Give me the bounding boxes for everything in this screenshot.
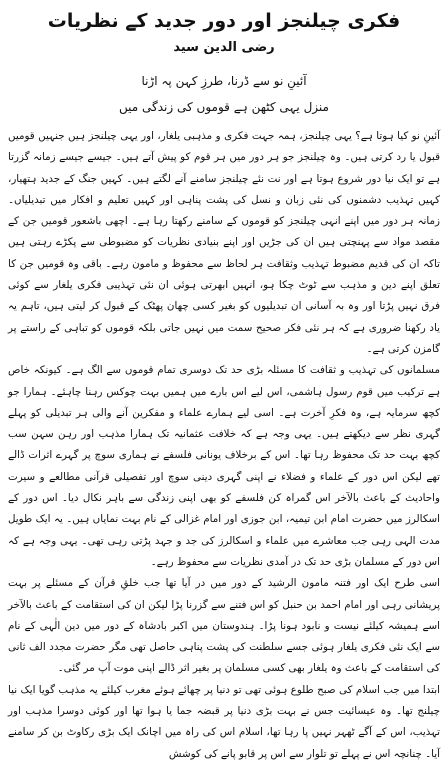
article-author: رضی الدین سید xyxy=(173,40,275,55)
paragraph: اسی طرح ایک اور فتنہ مامون الرشید کے دور میں در آیا تھا جب خلقِ قرآن کے مسئلے پر بہت پریشانی رہی اور امام احمد بن حنبل کو اس فتنے سے گزرنا پڑا لیکن ان کی استقامت کے باعث بالآخر اسے ہمیشہ کیلئے نیست و نابود ہونا پڑا۔ ہندوستان میں اکبر بادشاہ کے دور میں دین الٰہی کے نام سے ایک نئی فکری یلغار ہوئی جسے سلطنت کی پشت پناہی حاصل تھی مگر حضرت مجدد الف ثانی کی استقامت کے باعث وہ یلغار بھی کسی مسلمان پر بغیر اثر ڈالے اپنی موت آپ مر گئی۔ xyxy=(8,577,440,675)
article-title: فکری چیلنجز اور دور جدید کے نظریات xyxy=(47,10,401,32)
paragraph: ابتدا میں جب اسلام کی صبح طلوع ہوئی تھی تو دنیا پر چھائے ہوئے مغرب کیلئے یہ مذہب گویا ایک نیا چیلنج تھا۔ وہ عیسائیت جس نے بہت بڑی دنیا پر قبضہ جما یا ہوا تھا اور کوئی دوسرا مذہب اور تہذیب، اس کے آگے ٹھہر نہیں پا رہا تھا، اسلام اس کی راہ میں اچانک ایک بڑی رکاوٹ بن کر سامنے آیا۔ چنانچہ اس نے پہلے تو تلوار سے اس پر قابو پانے کی کوشش xyxy=(8,683,440,760)
verse-block xyxy=(8,68,440,120)
verse-line: منزل یہی کٹھن ہے قوموں کی زندگی میں xyxy=(119,100,329,114)
article-body xyxy=(8,126,440,765)
verse-line: آئینِ نو سے ڈرنا، طرزِ کہن پہ اڑنا xyxy=(141,74,307,88)
paragraph: آئینِ نو کیا ہوتا ہے؟ یہی چیلنجز، ہمہ جہت فکری و مذہبی یلغار، اور یہی چیلنجز ہیں جنہیں قومیں قبول یا رد کرتی ہیں۔ وہ چیلنجز جو ہر دور میں ہر قوم کو پیش آتے ہیں۔ جیسے جیسے زمانہ گزرتا ہے تو ایک نیا دور شروع ہوتا ہے اور نت نئے چیلنجز سامنے آنے لگتے ہیں۔ کہیں جنگ کے جدید ہتھیار، کہیں تہذیب دشمنوں کی نئی زبان و نسل کی پشت پناہی اور کہیں تعلیم و افکار میں تبدیلیاں۔ زمانہ ہر دور میں اپنے انہی چیلنجز کو قوموں کے سامنے رکھتا رہا ہے۔ اچھی باشعور قومیں جن کے مقصد مواد سے پہنچتی ہیں ان کی جڑیں اور اپنے بنیادی نظریات کو مضبوطی سے پکڑے رہتی ہیں تاکہ ان کی قدیم مضبوط تہذیب وثقافت ہر لحاظ سے محفوظ و مامون رہے۔ باقی وہ قومیں جن کا تعلق اپنے دین و مذہب سے ٹوٹ چکا ہو، انہیں ابھرتی ہوئی ان نئی تہذیبی فکری یلغار سے کوئی فرق نہیں پڑتا اور وہ بہ آسانی ان تبدیلیوں کو بغیر کسی چھان پھٹک کے قبول کر لیتی ہیں، تاہم یہ یاد رکھنا ضروری ہے کہ ہر نئی فکر صحیح سمت میں نہیں جاتی بلکہ قوموں کو تباہی کے راستے پر گامزن کرتی ہے۔ xyxy=(8,130,440,355)
paragraph: مسلمانوں کی تہذیب و ثقافت کا مسئلہ بڑی حد تک دوسری تمام قوموں سے الگ ہے۔ کیونکہ خاص ہے ترکیب میں قوم رسول ہاشمی، اس لیے اس بارے میں ہمیں بہت چوکس رہنا چاہئے۔ ہمارا جو کچھ سرمایہ ہے، وہ فکرِ آخرت ہے۔ اسی لیے ہمارے علماء و مفکرین آنے والی ہر تبدیلی کو پہلے گہری نظر سے دیکھتے ہیں۔ یہی وجہ ہے کہ خلافت عثمانیہ تک ہمارا مذہب اور رہن سہن سب کچھ بہت حد تک محفوظ رہا تھا۔ اس کے برخلاف یونانی فلسفے نے ہماری سوچ پر گہرے اثرات ڈالے تھے لیکن اس دور کے علماء و فضلاء نے اپنی گہری دینی سوچ اور تفصیلی قرآنی مطالعے و سیرت واحادیث کے باعث بالآخر اس گمراہ کن فلسفے کو بھی اپنی زندگی سے باہر نکال دیا۔ اس دور کے اسکالرز میں حضرت امام ابن تیمیہ، ابن جوزی اور امام غزالی کے نام بہت نمایاں ہیں۔ یہ ایک طویل مدت الہی رہی جب معاشرے میں علماء و اسکالرز کی جد و جہد پڑتی رہی تھی۔ یہی وجہ ہے کہ اس دور کے مسلمان بڑی حد تک در آمدی نظریات سے محفوظ رہے۔ xyxy=(8,364,440,568)
